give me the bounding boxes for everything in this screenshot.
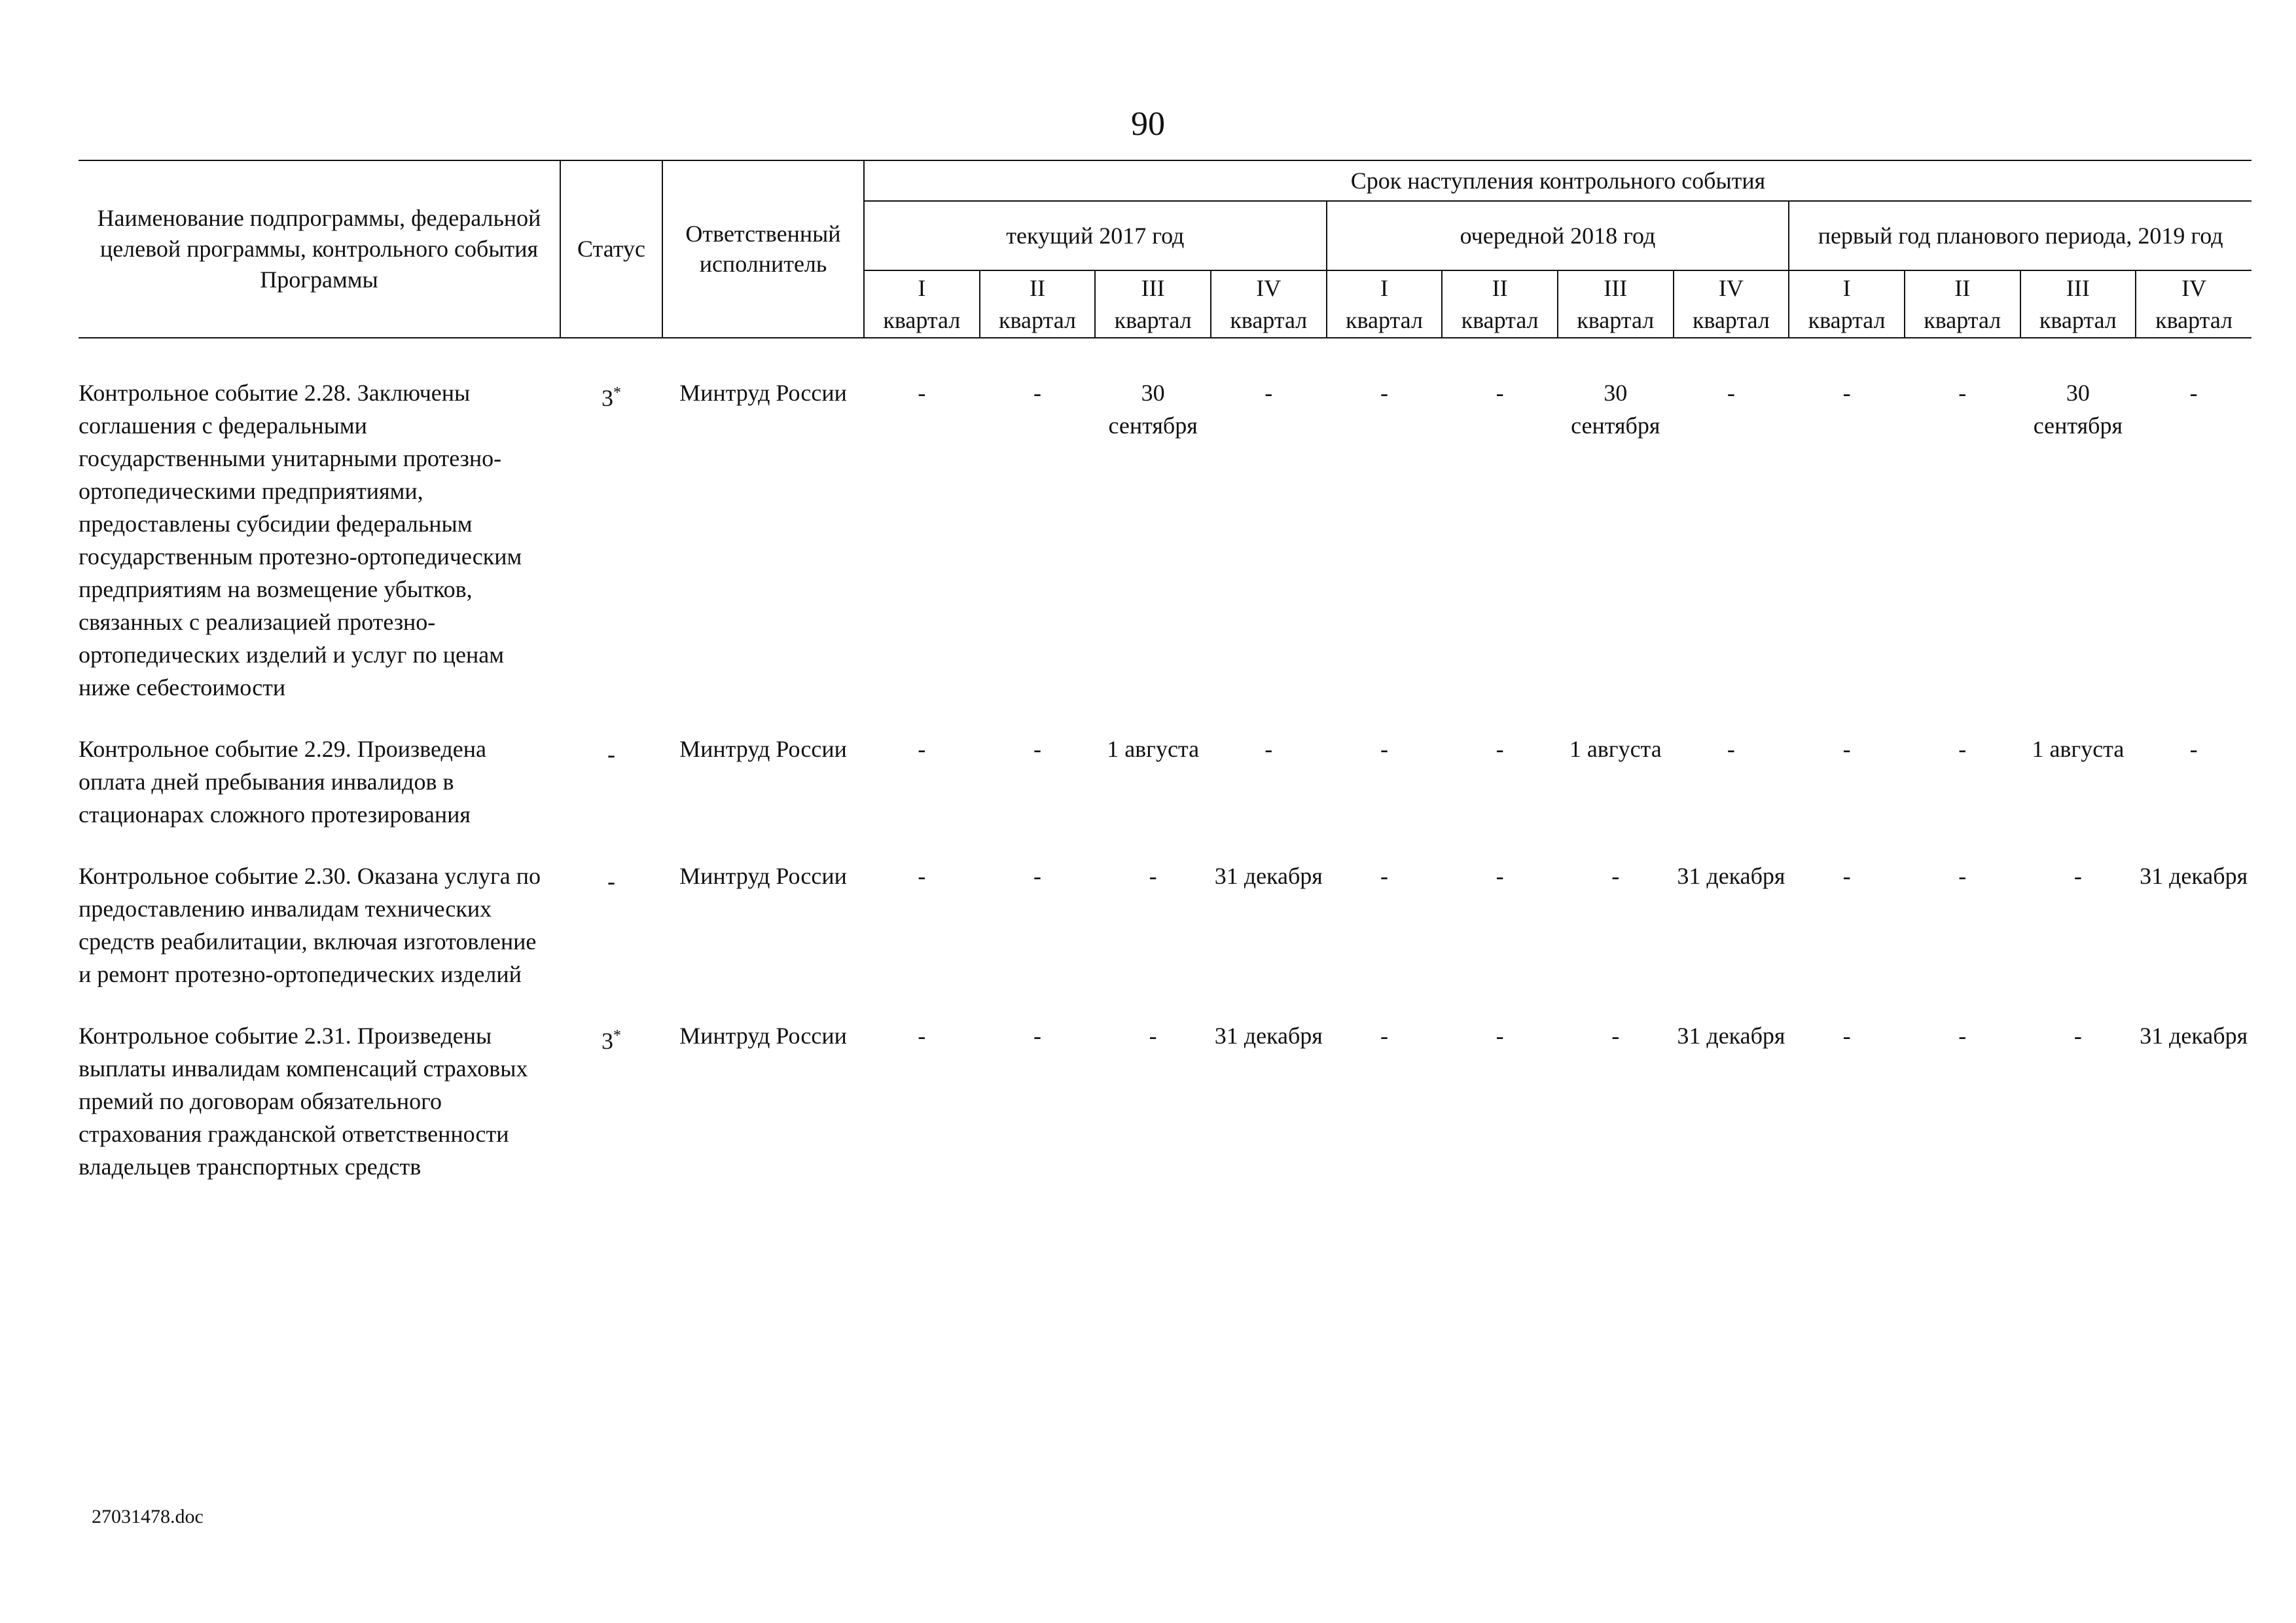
- quarter-deadline: -: [1842, 862, 1851, 889]
- quarter-deadline: -: [1496, 1022, 1504, 1049]
- quarter-deadline: -: [2073, 1022, 2082, 1049]
- quarter-deadline: -: [1496, 379, 1504, 406]
- quarter-deadline: -: [1958, 1022, 1967, 1049]
- quarter-deadline: -: [918, 379, 926, 406]
- quarter-deadline: -: [2189, 379, 2198, 406]
- quarter-deadline: -: [2073, 862, 2082, 889]
- event-status: 3: [601, 384, 613, 411]
- header-quarter-number: I: [1327, 270, 1443, 305]
- header-quarter-label: квартал: [1905, 305, 2020, 338]
- quarter-deadline: -: [1727, 735, 1735, 762]
- event-status: -: [607, 740, 615, 767]
- header-year-2018: очередной 2018 год: [1327, 201, 1789, 270]
- header-quarter-label: квартал: [1442, 305, 1558, 338]
- event-status-cell: [560, 733, 662, 860]
- quarter-deadline: -: [1380, 1022, 1388, 1049]
- header-quarter-label: квартал: [864, 305, 980, 338]
- quarter-deadline: 30 сентября: [1571, 379, 1660, 439]
- event-status-cell: [560, 1019, 662, 1212]
- status-footnote-mark: *: [613, 1027, 621, 1044]
- event-executor: Минтруд России: [679, 1022, 847, 1049]
- quarter-deadline: 31 декабря: [2140, 1022, 2248, 1049]
- header-quarter-number: I: [1789, 270, 1905, 305]
- quarter-deadline: -: [1611, 862, 1620, 889]
- quarter-deadline: -: [1033, 379, 1041, 406]
- header-status-column: Статус: [560, 160, 662, 338]
- header-quarter-number: IV: [1674, 270, 1789, 305]
- quarter-deadline: 30 сентября: [2033, 379, 2123, 439]
- quarter-deadline: -: [918, 1022, 926, 1049]
- event-status-cell: [560, 860, 662, 1019]
- header-quarter-label: квартал: [1674, 305, 1789, 338]
- quarter-deadline: -: [1842, 379, 1851, 406]
- quarter-deadline: 31 декабря: [1214, 1022, 1323, 1049]
- quarter-deadline: -: [1033, 862, 1041, 889]
- event-status: -: [607, 867, 615, 894]
- header-deadline-group: Срок наступления контрольного события: [864, 160, 2251, 201]
- event-name: Контрольное событие 2.30. Оказана услуга по предоставлению инвалидам технических средств реабилитации, включая изготовление и ремонт протезно-ортопедических изделий: [79, 862, 541, 987]
- quarter-deadline: -: [1033, 735, 1041, 762]
- quarter-deadline: -: [1033, 1022, 1041, 1049]
- quarter-deadline: -: [1611, 1022, 1620, 1049]
- table-row: [79, 860, 2251, 1019]
- header-quarter-label: квартал: [1327, 305, 1443, 338]
- event-name: Контрольное событие 2.28. Заключены соглашения с федеральными государственными унитарными протезно-ортопедическими предприятиями, предоставлены субсидии федеральным государственным протезно-ортопедическим предприятиям на возмещение убытков, связанных с реализацией протезно-ортопедических изделий и услуг по ценам ниже себестоимости: [79, 379, 522, 701]
- event-name: Контрольное событие 2.31. Произведены выплаты инвалидам компенсаций страховых премий по договорам обязательного страхования гражданской ответственности владельцев транспортных средств: [79, 1022, 528, 1180]
- quarter-deadline: -: [1380, 862, 1388, 889]
- header-year-2019: первый год планового периода, 2019 год: [1789, 201, 2251, 270]
- quarter-deadline: -: [1842, 1022, 1851, 1049]
- control-events-table-wrap: [79, 160, 2251, 1212]
- header-quarter-label: квартал: [1558, 305, 1674, 338]
- header-quarter-label: квартал: [2020, 305, 2136, 338]
- quarter-deadline: -: [1380, 379, 1388, 406]
- event-status-cell: [560, 338, 662, 733]
- quarter-deadline: -: [918, 735, 926, 762]
- quarter-deadline: 31 декабря: [1677, 1022, 1785, 1049]
- quarter-deadline: 31 декабря: [2140, 862, 2248, 889]
- quarter-deadline: 31 декабря: [1214, 862, 1323, 889]
- quarter-deadline: -: [1149, 1022, 1157, 1049]
- event-executor: Минтруд России: [679, 862, 847, 889]
- table-row: [79, 733, 2251, 860]
- quarter-deadline: -: [1496, 862, 1504, 889]
- header-year-2017: текущий 2017 год: [864, 201, 1327, 270]
- table-header: [79, 160, 2251, 338]
- quarter-deadline: -: [1149, 862, 1157, 889]
- event-executor: Минтруд России: [679, 735, 847, 762]
- quarter-deadline: -: [1842, 735, 1851, 762]
- header-quarter-number: II: [1442, 270, 1558, 305]
- quarter-deadline: -: [1496, 735, 1504, 762]
- event-executor: Минтруд России: [679, 379, 847, 406]
- page-number: 90: [1131, 105, 1165, 143]
- quarter-deadline: -: [1265, 379, 1273, 406]
- quarter-deadline: -: [1958, 379, 1967, 406]
- header-quarter-number: I: [864, 270, 980, 305]
- quarter-deadline: -: [1380, 735, 1388, 762]
- quarter-deadline: -: [1958, 862, 1967, 889]
- event-name: Контрольное событие 2.29. Произведена оплата дней пребывания инвалидов в стационарах сложного протезирования: [79, 735, 487, 828]
- table-row: [79, 338, 2251, 733]
- header-quarter-number: III: [2020, 270, 2136, 305]
- quarter-deadline: 1 августа: [2032, 735, 2125, 762]
- quarter-deadline: 30 сентября: [1108, 379, 1198, 439]
- quarter-deadline: -: [1727, 379, 1735, 406]
- quarter-deadline: -: [1265, 735, 1273, 762]
- header-name-column: Наименование подпрограммы, федеральной целевой программы, контрольного события Программы: [79, 160, 560, 338]
- header-quarter-label: квартал: [1095, 305, 1211, 338]
- quarter-deadline: 1 августа: [1107, 735, 1200, 762]
- header-quarter-number: II: [1905, 270, 2020, 305]
- document-footer: 27031478.doc: [92, 1506, 204, 1527]
- header-quarter-label: квартал: [1789, 305, 1905, 338]
- header-quarter-number: IV: [2136, 270, 2251, 305]
- header-quarter-number: III: [1095, 270, 1211, 305]
- quarter-deadline: -: [918, 862, 926, 889]
- quarter-deadline: 31 декабря: [1677, 862, 1785, 889]
- control-events-table: [79, 160, 2251, 1212]
- header-quarter-number: III: [1558, 270, 1674, 305]
- status-footnote-mark: *: [613, 384, 621, 401]
- quarter-deadline: -: [1958, 735, 1967, 762]
- table-row: [79, 1019, 2251, 1212]
- header-quarter-number: II: [980, 270, 1096, 305]
- quarter-deadline: -: [2189, 735, 2198, 762]
- table-body: [79, 338, 2251, 1212]
- header-executor-column: Ответственный исполнитель: [662, 160, 864, 338]
- header-quarter-label: квартал: [2136, 305, 2251, 338]
- header-quarter-number: IV: [1211, 270, 1327, 305]
- header-quarter-label: квартал: [1211, 305, 1327, 338]
- quarter-deadline: 1 августа: [1569, 735, 1662, 762]
- event-status: 3: [601, 1027, 613, 1054]
- header-quarter-label: квартал: [980, 305, 1096, 338]
